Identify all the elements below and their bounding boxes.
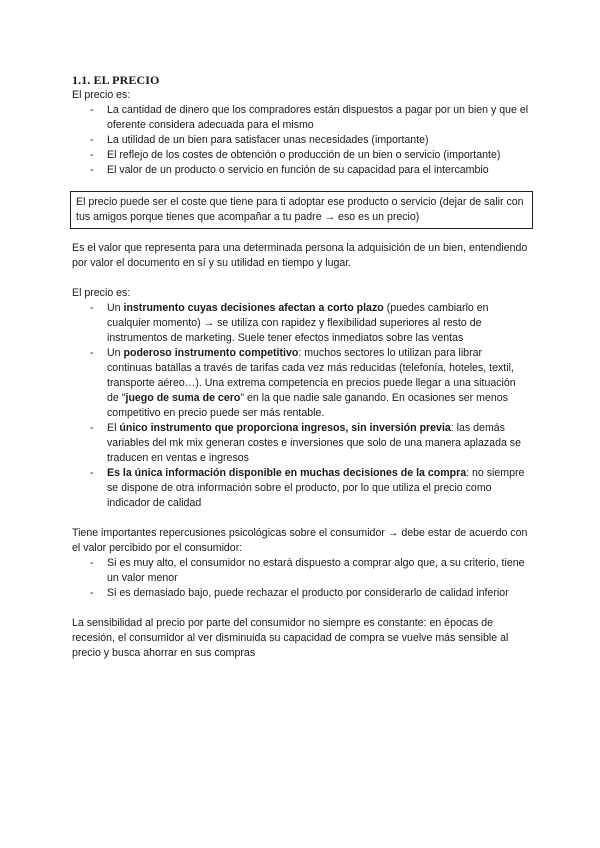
feature-highlight: poderoso instrumento competitivo xyxy=(123,347,299,359)
list-item: - El valor de un producto o servicio en función de su capacidad para el intercambio xyxy=(72,163,530,178)
definition-list xyxy=(72,103,530,178)
psych-list xyxy=(72,556,530,601)
list-item: - El único instrumento que proporciona ingresos, sin inversión previa: las demás variables del mk mix generan costes e inversiones que solo de una manera aplazada se traducen en ventas e ingresos xyxy=(72,421,530,466)
feature-highlight: único instrumento que proporciona ingresos, sin inversión previa xyxy=(119,422,451,434)
list-item: - La utilidad de un bien para satisfacer unas necesidades (importante) xyxy=(72,133,530,148)
feature-highlight: instrumento cuyas decisiones afectan a corto plazo xyxy=(123,302,384,314)
list-item: - Si es muy alto, el consumidor no estará dispuesto a comprar algo que, a su criterio, tiene un valor menor xyxy=(72,556,530,586)
value-paragraph: Es el valor que representa para una determinada persona la adquisición de un bien, entendiendo por valor el documento en sí y su utilidad en tiempo y lugar. xyxy=(72,242,528,269)
sensitivity-paragraph: La sensibilidad al precio por parte del consumidor no siempre es constante: en épocas de recesión, el consumidor al ver disminuida su capacidad de compra se vuelve más sensible al precio y busca ahorrar en sus compras xyxy=(72,617,509,659)
intro-label-2: El precio es: xyxy=(72,287,131,299)
list-item: - Un instrumento cuyas decisiones afectan a corto plazo (puedes cambiarlo en cualquier momento) → se utiliza con rapidez y flexibilidad superiores al resto de instrumentos de marketing. Suele tener efectos inmediatos sobre las ventas xyxy=(72,301,530,346)
section-title: 1.1. EL PRECIO xyxy=(72,73,160,87)
intro-label: El precio es: xyxy=(72,89,131,101)
note-box: El precio puede ser el coste que tiene para ti adoptar ese producto o servicio (dejar de salir con tus amigos porque tienes que acompañar a tu padre → eso es un precio) xyxy=(70,191,533,229)
list-item: - Si es demasiado bajo, puede rechazar el producto por considerarlo de calidad inferior xyxy=(72,586,530,601)
list-item: - Un poderoso instrumento competitivo: muchos sectores lo utilizan para librar continuas batallas a través de tarifas cada vez más reducidas (telefonía, hoteles, textil, transporte aéreo…). Una extrema competencia en precios puede llegar a una situación de "juego de suma de cero" en la que nadie sale ganando. En ocasiones ser menos competitivo en precio puede ser más rentable. xyxy=(72,346,530,421)
psych-paragraph: Tiene importantes repercusiones psicológicas sobre el consumidor → debe estar de acuerdo con el valor percibido por el consumidor: xyxy=(72,527,528,554)
list-item: - Es la única información disponible en muchas decisiones de la compra: no siempre se dispone de otra información sobre el producto, por lo que utiliza el precio como indicador de calidad xyxy=(72,466,530,511)
feature-highlight: juego de suma de cero xyxy=(125,392,241,404)
list-item: - La cantidad de dinero que los compradores están dispuestos a pagar por un bien y que el oferente considera adecuada para el mismo xyxy=(72,103,530,133)
feature-highlight: Es la única información disponible en muchas decisiones de la compra xyxy=(107,467,467,479)
feature-list xyxy=(72,301,530,511)
list-item: - El reflejo de los costes de obtención o producción de un bien o servicio (importante) xyxy=(72,148,530,163)
document-content xyxy=(72,73,530,661)
